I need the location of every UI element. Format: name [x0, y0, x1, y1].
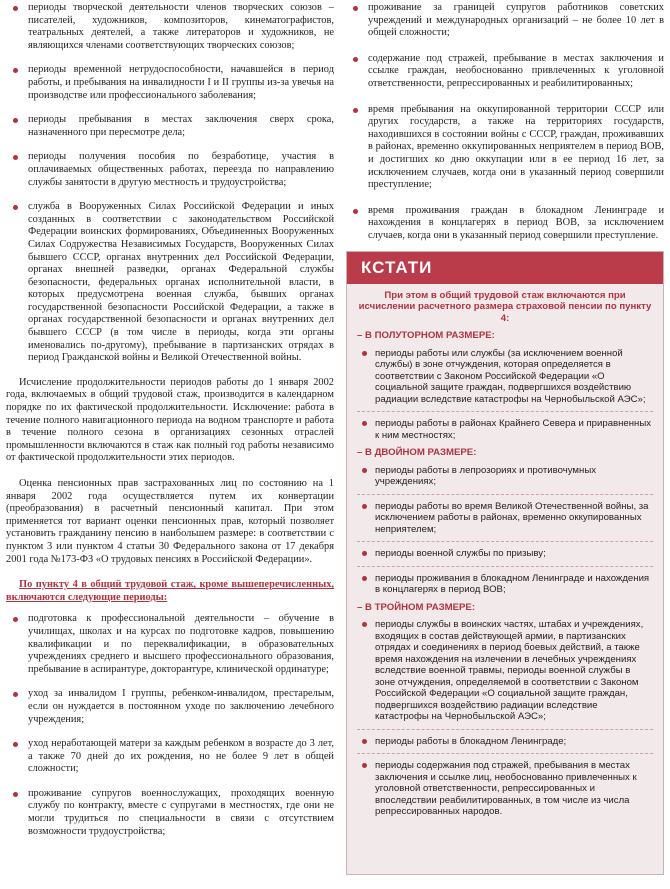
list-item: уход неработающей матери за каждым ребенком в возрасте до 3 лет, а также 70 дней до их рождения, но не более 9 лет в общей сложности; — [6, 738, 334, 776]
divider — [357, 729, 653, 730]
list-item: уход за инвалидом I группы, ребенком-инвалидом, престарелым, если он нуждается в постоянном уходе по заключению лечебного учреждения; — [6, 688, 334, 726]
list-item: проживание за границей супругов работников советских учреждений и международных организаций – не более 10 лет в общей сложности; — [346, 2, 664, 40]
list-item: проживание супругов военнослужащих, проходящих военную службу по контракту, вместе с супругами в местностях, где они не могли трудиться по специальности в связи с отсутствием возможности трудоустройства; — [6, 788, 334, 838]
list-item: периоды содержания под стражей, пребывания в местах заключения и ссылке лиц, необоснованно привлеченных к уголовной ответственности, репрессированных и впоследствии реабилитированных, в том числе из числа репрессированных народов. — [357, 760, 653, 818]
list-item: периоды военной службы по призыву; — [357, 548, 653, 560]
list-item: периоды получения пособия по безработице, участия в оплачиваемых общественных работах, переезда по направлению службы занятости в другую местность и трудоустройства; — [6, 151, 334, 189]
paragraph-assessment: Оценка пенсионных прав застрахованных лиц по состоянию на 1 января 2002 года осуществляется путем их конвертации (преобразования) в расчетный пенсионный капитал. При этом применяется тот вариант оценки пенсионных прав, который позволяет установить гражданину пенсию в наибольшем размере: в соответствии с пунктом 3 или пунктом 4 статьи 30 Федерального закона от 17 декабря 2001 года №173-ФЗ «О трудовых пенсиях в Российской Федерации». — [6, 478, 334, 565]
list-item: периоды работы в районах Крайнего Севера и приравненных к ним местностях; — [357, 418, 653, 441]
section-heading: – В ПОЛУТОРНОМ РАЗМЕРЕ: — [357, 330, 495, 341]
sidebar-title: КСТАТИ — [347, 252, 663, 284]
paragraph-calculation: Исчисление продолжительности периодов работы до 1 января 2002 года, включаемых в общий трудовой стаж, производится в календарном порядке по их фактической продолжительности. Исключение: работа в течение полного навигационного периода на водном транспорте и работа в течение полного сезона в организациях сезонных отраслей промышленности включаются в стаж как полный год работы независимо от фактической продолжительности этих периодов. — [6, 376, 334, 464]
list-item: время пребывания на оккупированной территории СССР или других государств, а также на территориях государств, находившихся в состоянии войны с СССР, граждан, проживавших в районах, временно оккупированных неприятелем в период ВОВ, и достигших ко дню оккупации или в ее период 16 лет, за исключением случаев, когда они в указанный период совершили преступление; — [346, 104, 664, 192]
list-item: периоды службы в воинских частях, штабах и учреждениях, входящих в состав действующей армии, в партизанских отрядах и соединениях в период боевых действий, а также время нахождения на излечении в лечебных учреждениях вследствие военной травмы, периоды военной службы в зоне отчуждения, определяемой в соответствии с Законом Российской Федерации «О социальной защите граждан, подвергшихся воздействию радиации вследствие катастрофы на Чернобыльской АЭС»; — [357, 619, 653, 723]
list-item: служба в Вооруженных Силах Российской Федерации и иных созданных в соответствии с законодательством Российской Федерации воинских формированиях, Объединенных Вооруженных Силах Содружества Независимых Государств, Вооруженных Силах бывшего СССР, органах внутренних дел Российской Федерации, органах внешней разведки, органах Федеральной службы безопасности, федеральных органах исполнительной власти, в которых предусмотрена военная служба, бывших органах государственной безопасности Российской Федерации, а также в органах государственной безопасности и органах внутренних дел бывшего СССР (в том числе в периоды, когда эти органы именовались по-другому), пребывание в партизанских отрядах в период Гражданской войны и Великой Отечественной войны. — [6, 201, 334, 365]
list-item: периоды работы в лепрозориях и противочумных учреждениях; — [357, 465, 653, 488]
sidebar-intro: При этом в общий трудовой стаж включаются при исчислении расчетного размера страховой пенсии по пункту 4: — [358, 289, 652, 324]
list-item: периоды временной нетрудоспособности, начавшейся в период работы, и пребывания на инвалидности I и II группы из-за увечья на производстве или профессионального заболевания; — [6, 64, 334, 102]
left-column — [6, 0, 334, 838]
list-item: периоды творческой деятельности членов творческих союзов – писателей, художников, композиторов, кинематографистов, театральных деятелей, а также литераторов и художников, не являющихся членами соответствующих творческих союзов; — [6, 2, 334, 52]
divider — [357, 541, 653, 542]
divider — [357, 411, 653, 412]
list-item: периоды работы во время Великой Отечественной войны, за исключением работы в районах, временно оккупированных неприятелем; — [357, 501, 653, 536]
right-column — [346, 0, 664, 875]
list-item: периоды проживания в блокадном Ленинграде и нахождения в концлагерях в период ВОВ; — [357, 573, 653, 596]
divider — [357, 753, 653, 754]
lead-heading: По пункту 4 в общий трудовой стаж, кроме вышеперечисленных, включаются следующие периоды: — [6, 579, 334, 603]
sidebar-body — [347, 284, 663, 818]
list-item: периоды работы в блокадном Ленинграде; — [357, 736, 653, 748]
section-heading: – В ДВОЙНОМ РАЗМЕРЕ: — [357, 447, 477, 458]
list-item: периоды пребывания в местах заключения сверх срока, назначенного при пересмотре дела; — [6, 114, 334, 139]
divider — [357, 494, 653, 495]
list-item: периоды работы или службы (за исключением военной службы) в зоне отчуждения, которая определяется в соответствии с Законом Российской Федерации «О социальной защите граждан, подвергшихся воздействию радиации вследствие катастрофы на Чернобыльской АЭС»; — [357, 348, 653, 406]
section-heading: – В ТРОЙНОМ РАЗМЕРЕ: — [357, 601, 476, 613]
sidebar-box — [346, 251, 664, 875]
list-item: подготовка к профессиональной деятельности – обучение в училищах, школах и на курсах по подготовке кадров, повышению квалификации и по переквалификации, в образовательных учреждениях среднего и высшего профессионального образования, пребывание в аспирантуре, докторантуре, клинической ординатуре; — [6, 613, 334, 676]
right-bullets — [346, 2, 664, 243]
list-item: время проживания граждан в блокадном Ленинграде и нахождения в концлагерях в период ВОВ, за исключением случаев, когда они в указанный период совершили преступление. — [346, 205, 664, 243]
list-item: содержание под стражей, пребывание в местах заключения и ссылке граждан, необоснованно привлеченных к уголовной ответственности, репрессированных и реабилитированных; — [346, 53, 664, 91]
divider — [357, 566, 653, 567]
